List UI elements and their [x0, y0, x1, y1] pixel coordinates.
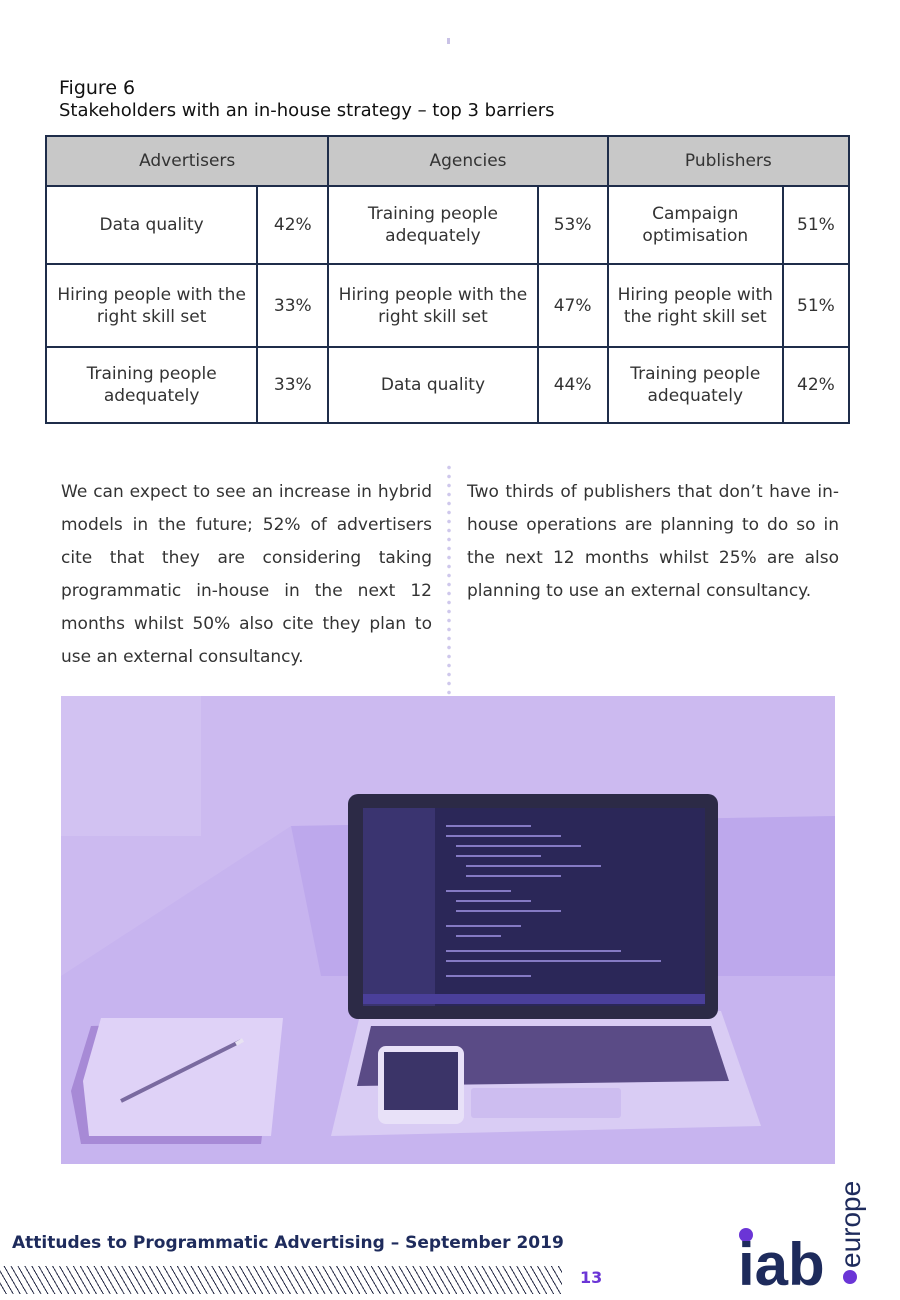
logo-main-text: iab	[738, 1231, 825, 1295]
iab-europe-logo	[736, 1180, 876, 1295]
barrier-cell: Training people adequately	[46, 347, 257, 423]
figure-label: Figure 6	[59, 77, 136, 99]
barrier-cell: Training people adequately	[328, 186, 537, 264]
barrier-cell: Training people adequately	[608, 347, 783, 423]
footer-hatch-decoration	[0, 1266, 562, 1294]
percent-cell: 51%	[783, 186, 849, 264]
header-agencies: Agencies	[328, 136, 607, 186]
table-row	[46, 347, 849, 423]
percent-cell: 53%	[538, 186, 608, 264]
footer-title: Attitudes to Programmatic Advertising – September 2019	[12, 1233, 564, 1253]
header-advertisers: Advertisers	[46, 136, 328, 186]
barrier-cell: Hiring people with the right skill set	[328, 264, 537, 347]
barrier-cell: Data quality	[328, 347, 537, 423]
column-divider	[447, 463, 451, 695]
top-divider-dot	[447, 38, 450, 44]
percent-cell: 51%	[783, 264, 849, 347]
barrier-cell: Campaign optimisation	[608, 186, 783, 264]
percent-cell: 42%	[257, 186, 328, 264]
barrier-cell: Hiring people with the right skill set	[46, 264, 257, 347]
figure-title: Stakeholders with an in-house strategy – top 3 barriers	[59, 100, 555, 121]
percent-cell: 33%	[257, 347, 328, 423]
percent-cell: 42%	[783, 347, 849, 423]
percent-cell: 47%	[538, 264, 608, 347]
barriers-table	[45, 135, 850, 424]
page-number: 13	[580, 1268, 603, 1287]
percent-cell: 44%	[538, 347, 608, 423]
body-paragraph-right: Two thirds of publishers that don’t have in-house operations are planning to do so in the next 12 months whilst 25% are also planning to use an external consultancy.	[467, 482, 839, 601]
laptop-desk-photo	[61, 696, 835, 1164]
barrier-cell: Hiring people with the right skill set	[608, 264, 783, 347]
logo-sub-text: europe	[835, 1180, 866, 1268]
table-header-row	[46, 136, 849, 186]
body-paragraph-left: We can expect to see an increase in hybrid models in the future; 52% of advertisers cite that they are considering taking programmatic in-house in the next 12 months whilst 50% also cite they plan to use an external consultancy.	[61, 482, 432, 667]
barrier-cell: Data quality	[46, 186, 257, 264]
phone-icon	[378, 1046, 464, 1124]
percent-cell: 33%	[257, 264, 328, 347]
table-row	[46, 264, 849, 347]
photo-illustration	[61, 696, 835, 1164]
header-publishers: Publishers	[608, 136, 849, 186]
table-row	[46, 186, 849, 264]
notebook-icon	[71, 1018, 283, 1144]
